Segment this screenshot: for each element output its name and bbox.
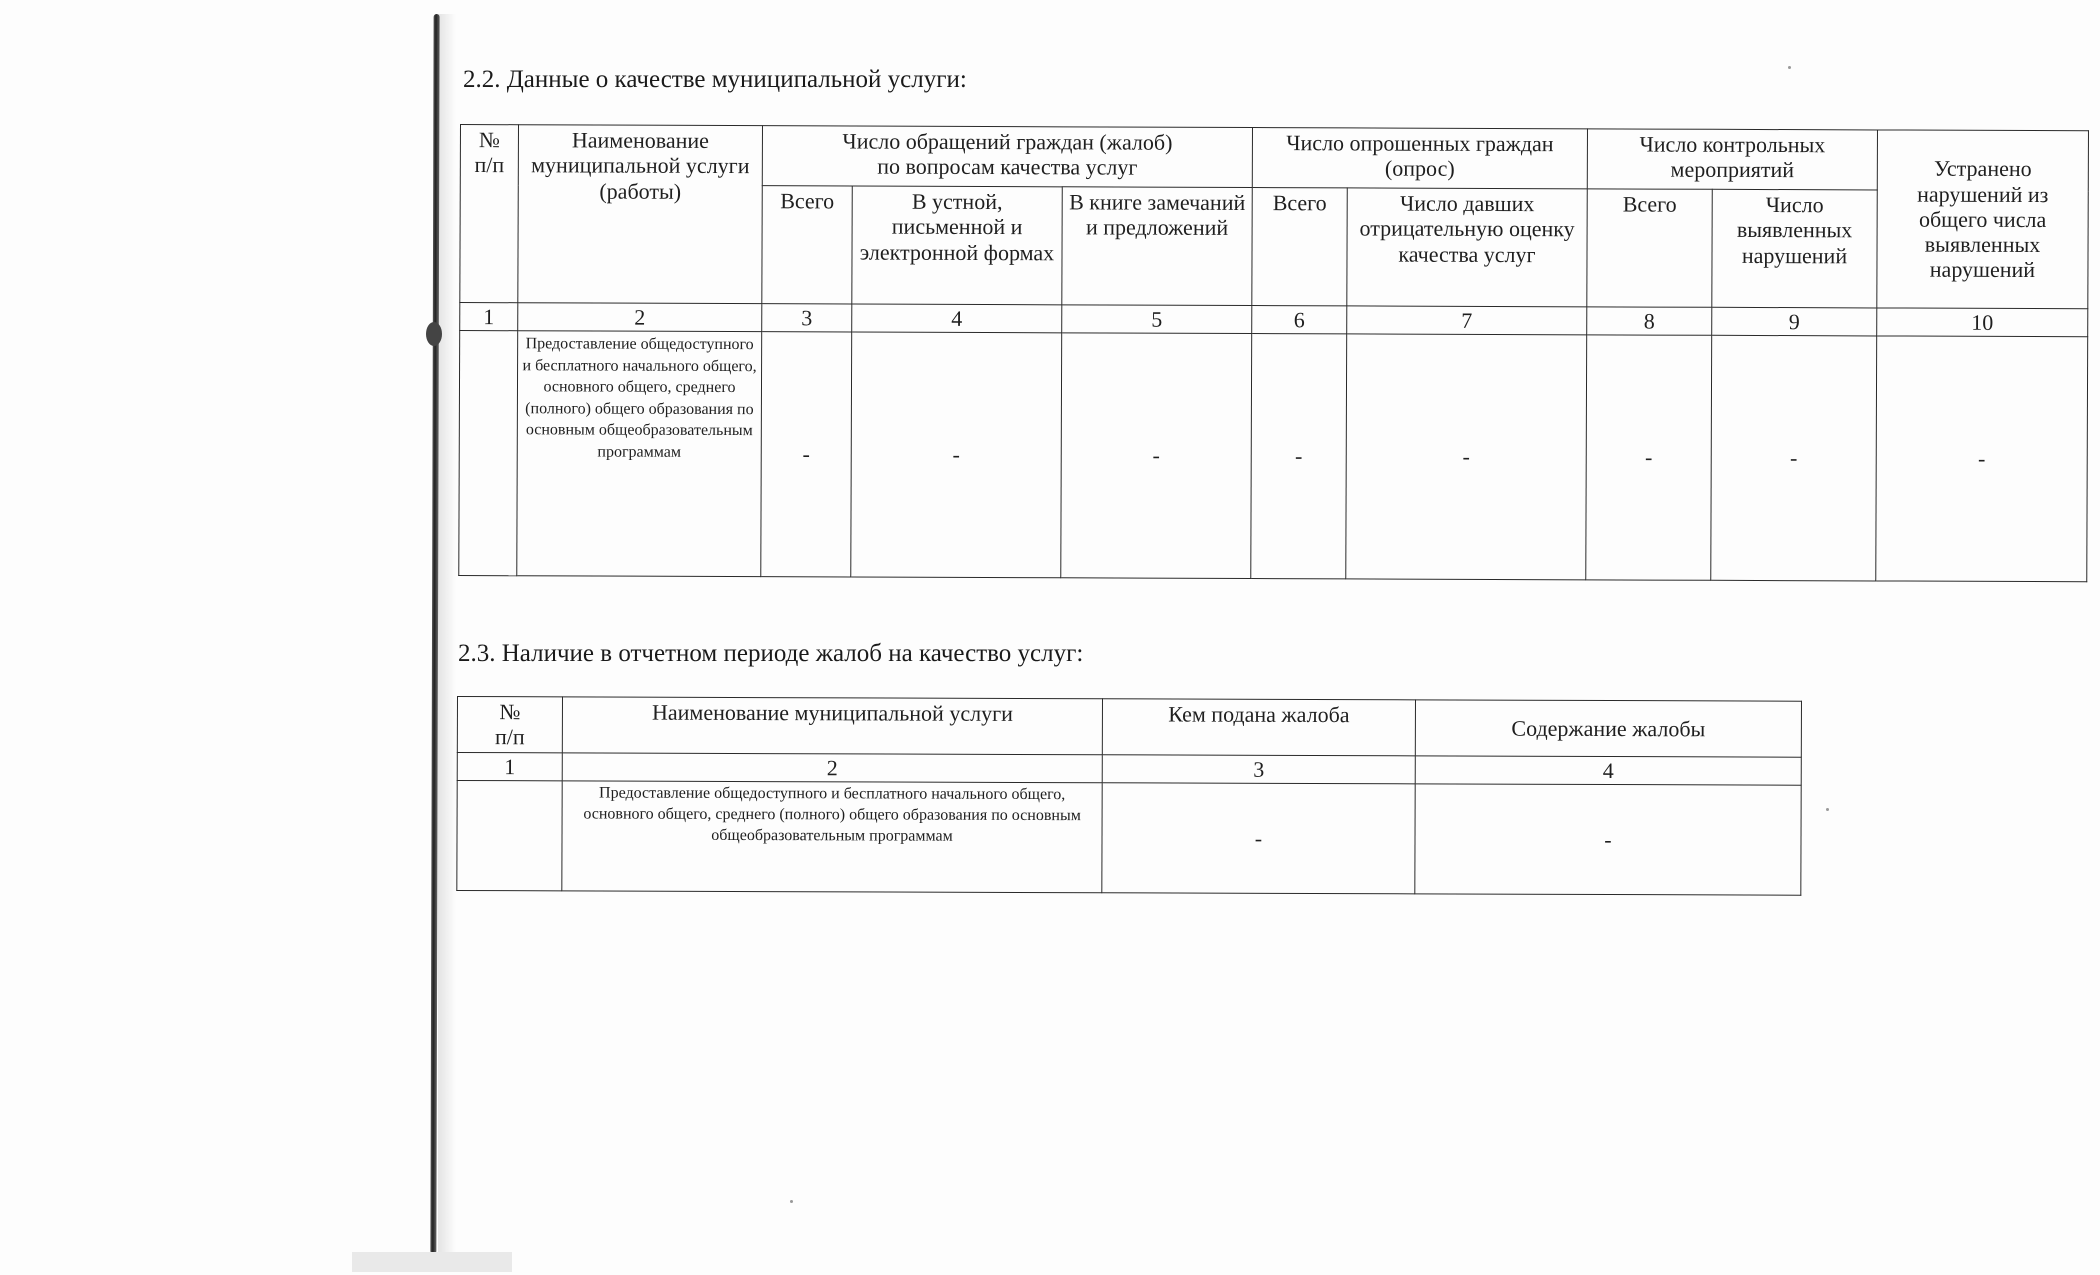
header-eliminated: Устранено нарушений из общего числа выявленных нарушений xyxy=(1877,130,2089,309)
row-value: - xyxy=(761,332,852,577)
row-value: - xyxy=(851,332,1062,578)
header-control-violations: Число выявленных нарушений xyxy=(1712,189,1877,308)
scan-speck xyxy=(790,1200,793,1203)
header-service-name: Наименование муниципальной услуги (работы) xyxy=(518,125,763,304)
section-2-3-heading: 2.3. Наличие в отчетном периоде жалоб на качество услуг: xyxy=(458,640,1084,667)
header-appeals-oral-written: В устной, письменной и электронной формах xyxy=(852,186,1062,305)
row-value: - xyxy=(1711,335,1877,581)
header-surveyed-negative: Число давших отрицательную оценку качества услуг xyxy=(1347,188,1587,307)
column-number: 5 xyxy=(1062,305,1252,334)
header-appeals-group: Число обращений граждан (жалоб) по вопросам качества услуг xyxy=(762,126,1252,188)
scan-bottom-strip xyxy=(352,1252,512,1272)
header-service-name: Наименование муниципальной услуги xyxy=(562,697,1102,755)
punch-hole xyxy=(426,322,442,346)
quality-data-table xyxy=(458,124,2089,582)
column-number: 6 xyxy=(1252,306,1347,334)
row-value: - xyxy=(1876,336,2088,582)
row-value: - xyxy=(1102,783,1415,894)
row-value: - xyxy=(1061,333,1252,579)
header-num: № п/п xyxy=(457,697,562,753)
column-number: 3 xyxy=(1102,755,1415,784)
column-number: 2 xyxy=(518,303,762,332)
column-number: 9 xyxy=(1712,307,1877,336)
header-surveyed-total: Всего xyxy=(1252,188,1347,306)
header-control-total: Всего xyxy=(1587,189,1712,307)
page-edge-shadow xyxy=(438,14,456,1254)
row-value: - xyxy=(1586,335,1712,580)
row-value: - xyxy=(1346,334,1587,580)
row-value: - xyxy=(1415,784,1801,895)
header-control-group: Число контрольных мероприятий xyxy=(1587,129,1877,190)
header-filed-by: Кем подана жалоба xyxy=(1102,699,1415,756)
row-service-name: Предоставление общедоступного и бесплатного начального общего, основного общего, среднего (полного) общего образования по основным общеобразовательным программам xyxy=(517,331,762,577)
column-number: 4 xyxy=(852,304,1062,333)
column-number: 2 xyxy=(562,753,1102,783)
row-service-name: Предоставление общедоступного и бесплатного начального общего, основного общего, среднего (полного) общего образования по основным общеобразовательным программам xyxy=(562,781,1102,893)
row-num xyxy=(457,781,562,891)
row-value: - xyxy=(1251,334,1347,579)
section-2-2-heading: 2.2. Данные о качестве муниципальной услуги: xyxy=(463,66,967,93)
header-appeals-total: Всего xyxy=(762,186,852,304)
scan-speck xyxy=(1788,66,1791,69)
column-number: 10 xyxy=(1877,308,2088,337)
column-number: 1 xyxy=(460,303,518,331)
row-num xyxy=(459,331,518,576)
column-number: 7 xyxy=(1347,306,1587,335)
complaints-table xyxy=(456,696,1802,896)
header-num: № п/п xyxy=(460,125,519,303)
header-surveyed-group: Число опрошенных граждан (опрос) xyxy=(1252,128,1587,189)
header-content: Содержание жалобы xyxy=(1415,700,1801,757)
column-number: 3 xyxy=(762,304,852,332)
header-appeals-book: В книге замечаний и предложений xyxy=(1062,187,1252,306)
scan-speck xyxy=(1826,808,1829,811)
column-number: 1 xyxy=(457,753,562,781)
column-number: 4 xyxy=(1415,756,1801,785)
column-number: 8 xyxy=(1587,307,1712,335)
